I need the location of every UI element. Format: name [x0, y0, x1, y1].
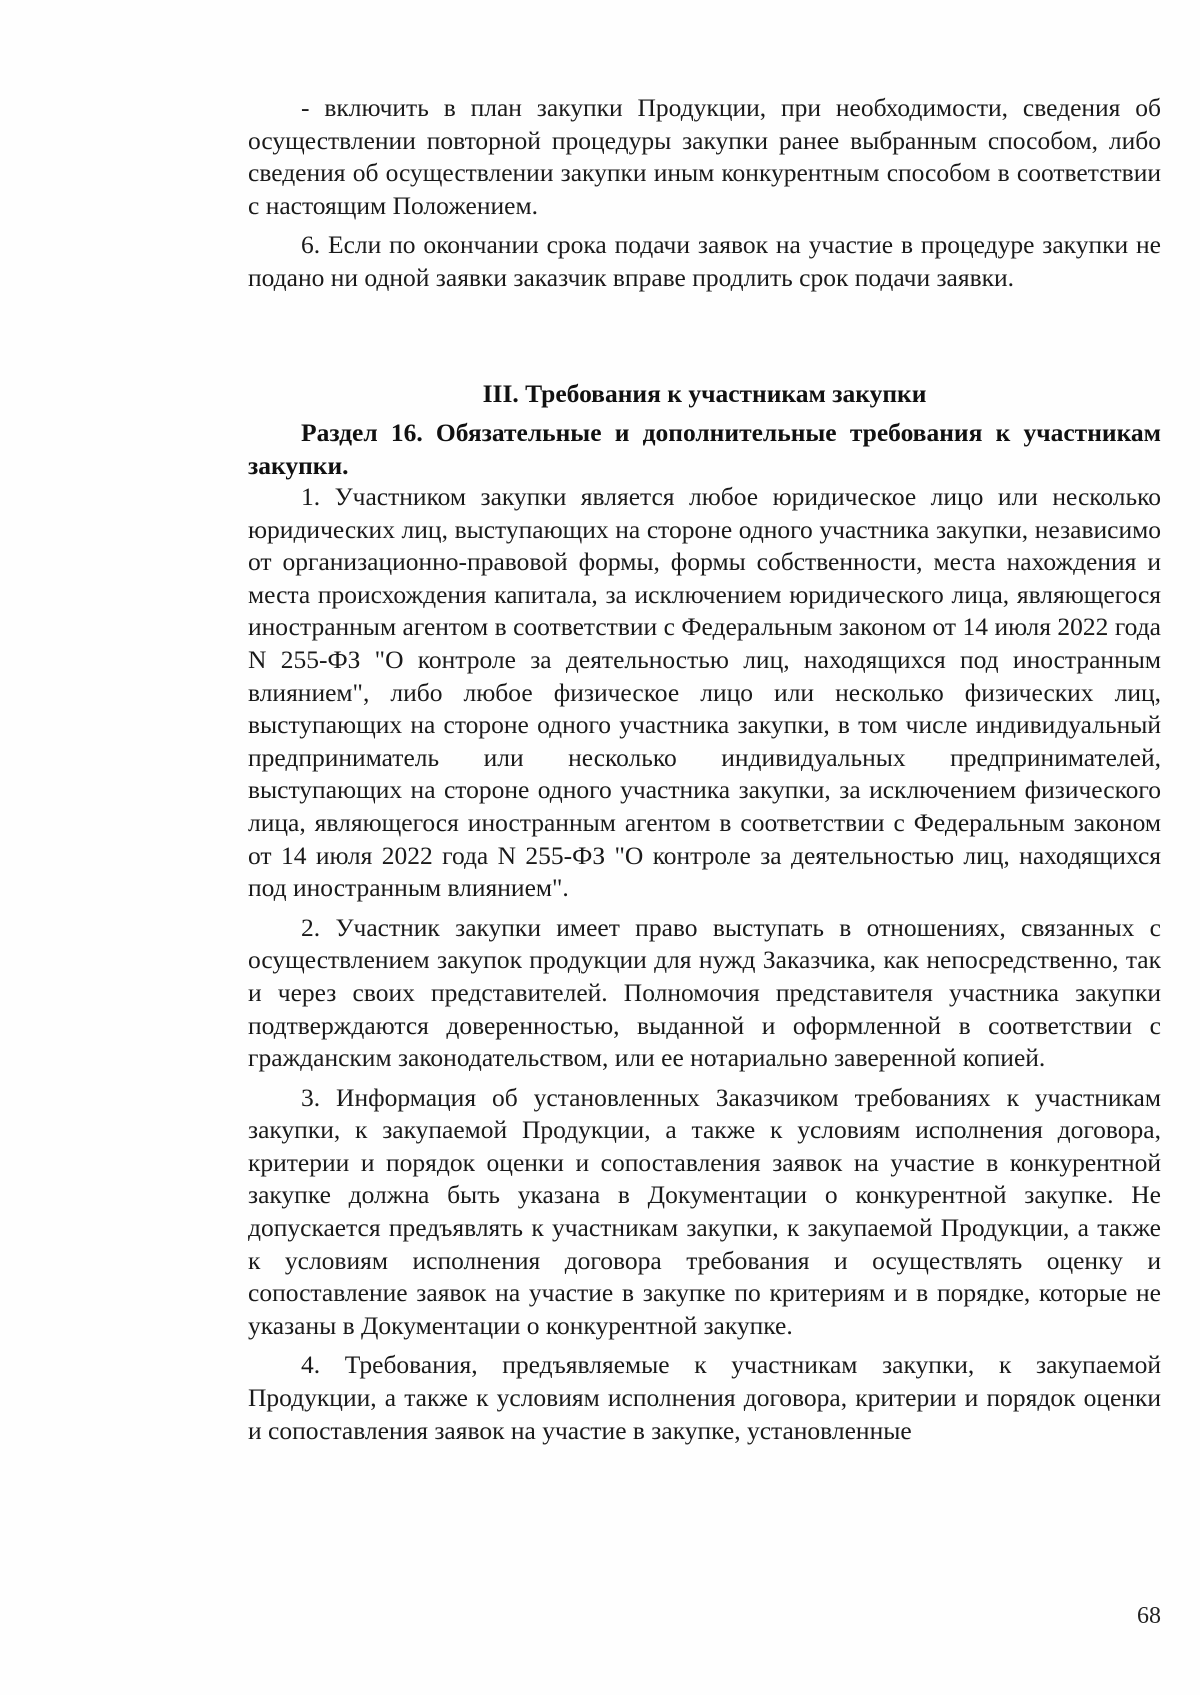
page-number: 68: [1137, 1603, 1161, 1629]
top-text-block: [248, 92, 1161, 295]
paragraph-item-2: 2. Участник закупки имеет право выступать в отношениях, связанных с осуществлением закупок продукции для нужд Заказчика, как непосредственно, так и через своих представителей. Полномочия представителя участника закупки подтверждаются доверенностью, выданной и оформленной в соответствии с гражданским законодательством, или ее нотариально заверенной копией.: [248, 912, 1161, 1073]
paragraph-plan-inclusion: - включить в план закупки Продукции, при необходимости, сведения об осуществлении повторной процедуры закупки ранее выбранным способом, либо сведения об осуществлении закупки иным конкурентным способом в соответствии с настоящим Положением.: [248, 93, 1161, 220]
subsection-title: Раздел 16. Обязательные и дополнительные требования к участникам закупки.: [248, 418, 1161, 480]
paragraph-item-1: 1. Участником закупки является любое юридическое лицо или несколько юридических лиц, выступающих на стороне одного участника закупки, независимо от организационно-правовой формы, формы собственности, места нахождения и места происхождения капитала, за исключением юридического лица, являющегося иностранным агентом в соответствии с Федеральным законом от 14 июля 2022 года N 255-ФЗ "О контроле за деятельностью лиц, находящихся под иностранным влиянием", либо любое физическое лицо или несколько физических лиц, выступающих на стороне одного участника закупки, в том числе индивидуальный предприниматель или несколько индивидуальных предпринимателей, выступающих на стороне одного участника закупки, за исключением физического лица, являющегося иностранным агентом в соответствии с Федеральным законом от 14 июля 2022 года N 255-ФЗ "О контроле за деятельностью лиц, находящихся под иностранным влиянием".: [248, 482, 1161, 903]
body-text-block: [248, 481, 1161, 1447]
section-title: III. Требования к участникам закупки: [482, 379, 927, 408]
paragraph-item-6: 6. Если по окончании срока подачи заявок на участие в процедуре закупки не подано ни одной заявки заказчик вправе продлить срок подачи заявки.: [248, 230, 1161, 292]
paragraph-item-3: 3. Информация об установленных Заказчиком требованиях к участникам закупки, к закупаемой Продукции, а также к условиям исполнения договора, критерии и порядок оценки и сопоставления заявок на участие в конкурентной закупке должна быть указана в Документации о конкурентной закупке. Не допускается предъявлять к участникам закупки, к закупаемой Продукции, а также к условиям исполнения договора требования и осуществлять оценку и сопоставление заявок на участие в закупке по критериям и в порядке, которые не указаны в Документации о конкурентной закупке.: [248, 1082, 1161, 1340]
paragraph-item-4: 4. Требования, предъявляемые к участникам закупки, к закупаемой Продукции, а также к условиям исполнения договора, критерии и порядок оценки и сопоставления заявок на участие в закупке, установленные: [248, 1350, 1161, 1445]
